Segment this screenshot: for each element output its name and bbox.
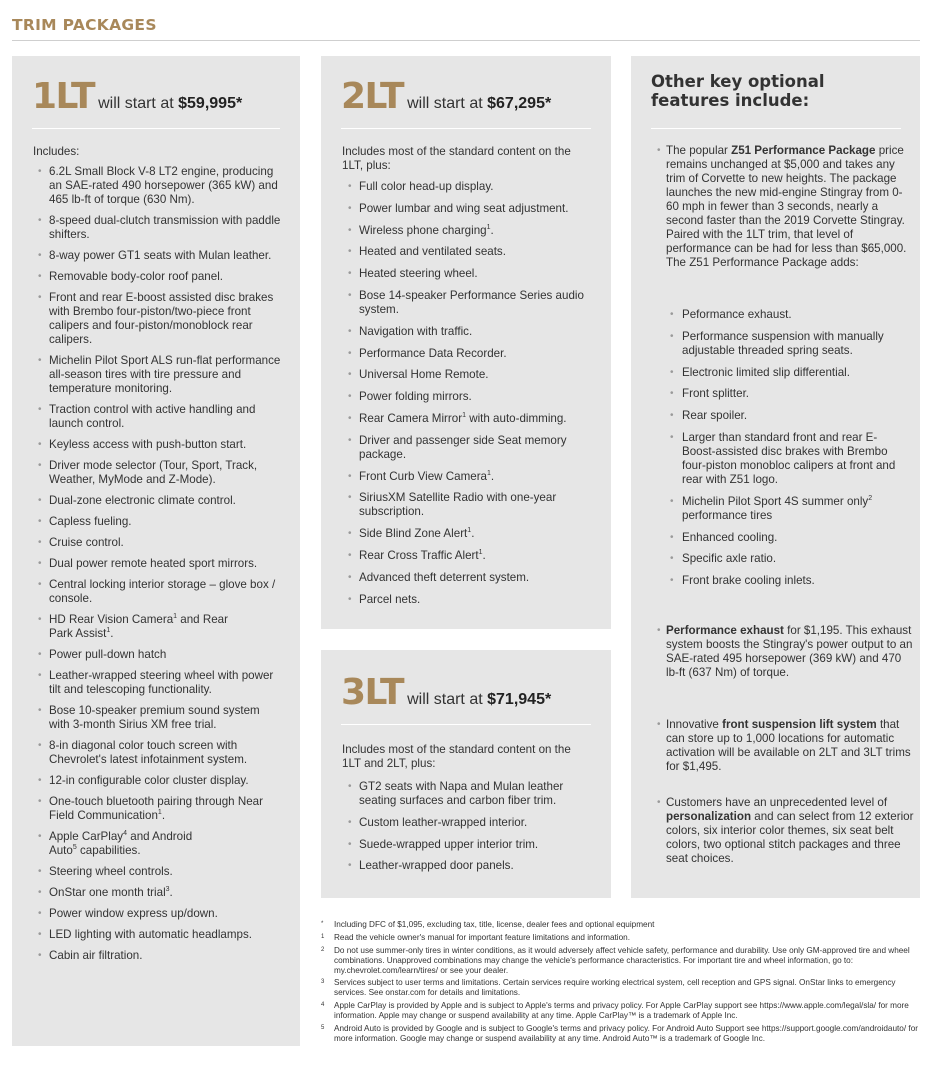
list-item: • 6.2L Small Block V-8 LT2 engine, producing an SAE-rated 490 horsepower (365 kW) and 465 lb-ft of torque (630 Nm). [33,165,283,207]
list-item: • Central locking interior storage – glove box / console. [33,578,283,606]
footnote: 1 Read the vehicle owner's manual for important feature limitations and information. [321,932,631,942]
list-item: • OnStar one month trial$^3$. [33,886,283,900]
list-item: • One-touch bluetooth pairing through Near Field Communication$^1$. [33,795,283,823]
list-item: • Leather-wrapped steering wheel with power tilt and telescoping functionality. [33,669,283,697]
list-item: • Bose 14-speaker Performance Series audio system. [343,289,597,317]
list-item: • Apple CarPlay$^4$ and Android Auto$^5$ capabilities. [33,830,283,858]
list-item: • Capless fueling. [33,515,283,529]
personalization-item: • Customers have an unprecedented level of personalization and can select from 12 exterior colors, six interior color themes, six seat belt colors, two optional stitch packages and three seat choices. [651,796,915,866]
card-optional-features [631,56,920,898]
list-item: • Rear Camera Mirror$^1$ with auto-dimming. [343,412,597,426]
list-item: • Front Curb View Camera$^1$. [343,470,597,484]
start-text: will start at $59,995* [98,95,243,112]
list-item: • Driver mode selector (Tour, Sport, Track, Weather, MyMode and Z-Mode). [33,459,283,487]
list-item: • Electronic limited slip differential. [665,366,905,380]
divider [341,724,591,725]
z51-package-item: • The popular Z51 Performance Package price remains unchanged at $5,000 and takes any trim of Corvette to new heights. The package launches the new mid-engine Stingray from 0-60 mph in fewer than 3 seconds, nearly a second faster than the 2019 Corvette Stingray. Paired with the 1LT trim, that level of performance can be had for less than $65,000. The Z51 Performance Package adds: [651,144,915,270]
start-text: will start at $71,945* [407,691,552,708]
trim-heading-3lt [341,672,551,713]
card-1lt [12,56,300,1046]
footnote: 4 Apple CarPlay is provided by Apple and is subject to Apple's terms and privacy policy. For Apple CarPlay support see https://www.apple.com/legal/sla/ for more information. Apple may change or suspend availability at any time. Apple CarPlay™ is a trademark of Apple Inc. [321,1001,909,1021]
divider [12,40,920,41]
list-item: • Navigation with traffic. [343,325,597,339]
card-2lt [321,56,611,629]
trim-price: $71,945* [487,691,552,708]
list-item: • Front and rear E-boost assisted disc brakes with Brembo four-piston/two-piece front calipers and four-piston/monoblock rear calipers. [33,291,283,347]
list-item: • Dual-zone electronic climate control. [33,494,283,508]
list-item: • 8-speed dual-clutch transmission with paddle shifters. [33,214,283,242]
includes-label: Includes: [33,145,80,158]
list-item: • LED lighting with automatic headlamps. [33,928,283,942]
card-3lt [321,650,611,898]
list-item: • Bose 10-speaker premium sound system with 3-month Sirius XM free trial. [33,704,283,732]
divider [32,128,280,129]
list-item: • 8-in diagonal color touch screen with Chevrolet's latest infotainment system. [33,739,283,767]
list-item: • Advanced theft deterrent system. [343,571,597,585]
feature-list-1lt [33,165,283,963]
list-item: • Power folding mirrors. [343,390,597,404]
footnote: 3 Services subject to user terms and limitations. Certain services require working electrical system, cell reception and GPS signal. OnStar links to emergency services. See onstar.com for details and limitations. [321,978,896,998]
list-item: • Power pull-down hatch [33,648,283,662]
list-item: • Parcel nets. [343,593,597,607]
trim-name: 3LT [341,672,404,713]
footnote: 5 Android Auto is provided by Google and is subject to Google's terms and privacy policy. For Android Auto Support see https://support.google.com/androidauto/ for more information. Google may change or suspend availability at any time. Android Auto™ is a trademark of Google Inc. [321,1023,918,1043]
list-item: • Specific axle ratio. [665,552,905,566]
optional-features-title: Other key optional features include: [651,72,825,110]
list-item: • Enhanced cooling. [665,531,905,545]
list-item: • Heated steering wheel. [343,267,597,281]
front-lift-item: • Innovative front suspension lift system that can store up to 1,000 locations for automatic activation will be available on 2LT and 3LT trims for $1,495. [651,718,915,774]
trim-price: $67,295* [487,95,552,112]
list-item: • Suede-wrapped upper interior trim. [343,838,597,852]
list-item: • Cabin air filtration. [33,949,283,963]
trim-heading-2lt [341,76,551,117]
feature-list-3lt [343,780,597,873]
list-item: • Leather-wrapped door panels. [343,859,597,873]
list-item: • Traction control with active handling and launch control. [33,403,283,431]
divider [651,128,901,129]
list-item: • Custom leather-wrapped interior. [343,816,597,830]
list-item: • HD Rear Vision Camera$^1$ and Rear Park Assist$^1$. [33,613,283,641]
list-item: • Rear Cross Traffic Alert$^1$. [343,549,597,563]
z51-feature-list [665,308,905,588]
list-item: • Driver and passenger side Seat memory package. [343,434,597,462]
footnote: 2 Do not use summer-only tires in winter conditions, as it would adversely affect vehicle safety, performance and durability. Use only GM-approved tire and wheel combinations. Unapproved combinations may change the vehicle's performance characteristics. For important tire and wheel information, go to: my.chevrolet.com/learn/tires/ or see your dealer. [321,945,910,975]
list-item: • Power window express up/down. [33,907,283,921]
list-item: • Removable body-color roof panel. [33,270,283,284]
list-item: • Heated and ventilated seats. [343,245,597,259]
list-item: • Front splitter. [665,387,905,401]
divider [341,128,591,129]
list-item: • Power lumbar and wing seat adjustment. [343,202,597,216]
section-title: TRIM PACKAGES [12,16,157,34]
list-item: • Michelin Pilot Sport 4S summer only$^2$ performance tires [665,495,905,523]
list-item: • 8-way power GT1 seats with Mulan leather. [33,249,283,263]
list-item: • Peformance exhaust. [665,308,905,322]
list-item: • Universal Home Remote. [343,368,597,382]
list-item: • SiriusXM Satellite Radio with one-year subscription. [343,491,597,519]
list-item: • Steering wheel controls. [33,865,283,879]
trim-price: $59,995* [178,95,243,112]
list-item: • Performance Data Recorder. [343,347,597,361]
trim-name: 1LT [32,76,95,117]
footnotes [320,920,922,1047]
list-item: • Front brake cooling inlets. [665,574,905,588]
trim-name: 2LT [341,76,404,117]
list-item: • Keyless access with push-button start. [33,438,283,452]
list-item: • Wireless phone charging$^1$. [343,224,597,238]
footnote: * Including DFC of $1,095, excluding tax, title, license, dealer fees and optional equipment [321,920,655,929]
trim-heading-1lt [32,76,242,117]
intro-text: Includes most of the standard content on the 1LT, plus: [342,145,571,172]
list-item: • Larger than standard front and rear E-Boost-assisted disc brakes with Brembo four-piston monobloc calipers at front and rear with Z51 logo. [665,431,905,487]
list-item: • Side Blind Zone Alert$^1$. [343,527,597,541]
list-item: • Performance suspension with manually adjustable threaded spring seats. [665,330,905,358]
list-item: • Rear spoiler. [665,409,905,423]
list-item: • Michelin Pilot Sport ALS run-flat performance all-season tires with tire pressure and temperature monitoring. [33,354,283,396]
list-item: • Dual power remote heated sport mirrors. [33,557,283,571]
intro-text: Includes most of the standard content on the 1LT and 2LT, plus: [342,743,571,770]
feature-list-2lt [343,180,597,607]
list-item: • 12-in configurable color cluster display. [33,774,283,788]
list-item: • GT2 seats with Napa and Mulan leather seating surfaces and carbon fiber trim. [343,780,597,808]
start-text: will start at $67,295* [407,95,552,112]
list-item: • Cruise control. [33,536,283,550]
performance-exhaust-item: • Performance exhaust for $1,195. This exhaust system boosts the Stingray's power output to an SAE-rated 495 horsepower (369 kW) and 470 lb-ft (637 Nm) of torque. [651,624,915,680]
list-item: • Full color head-up display. [343,180,597,194]
